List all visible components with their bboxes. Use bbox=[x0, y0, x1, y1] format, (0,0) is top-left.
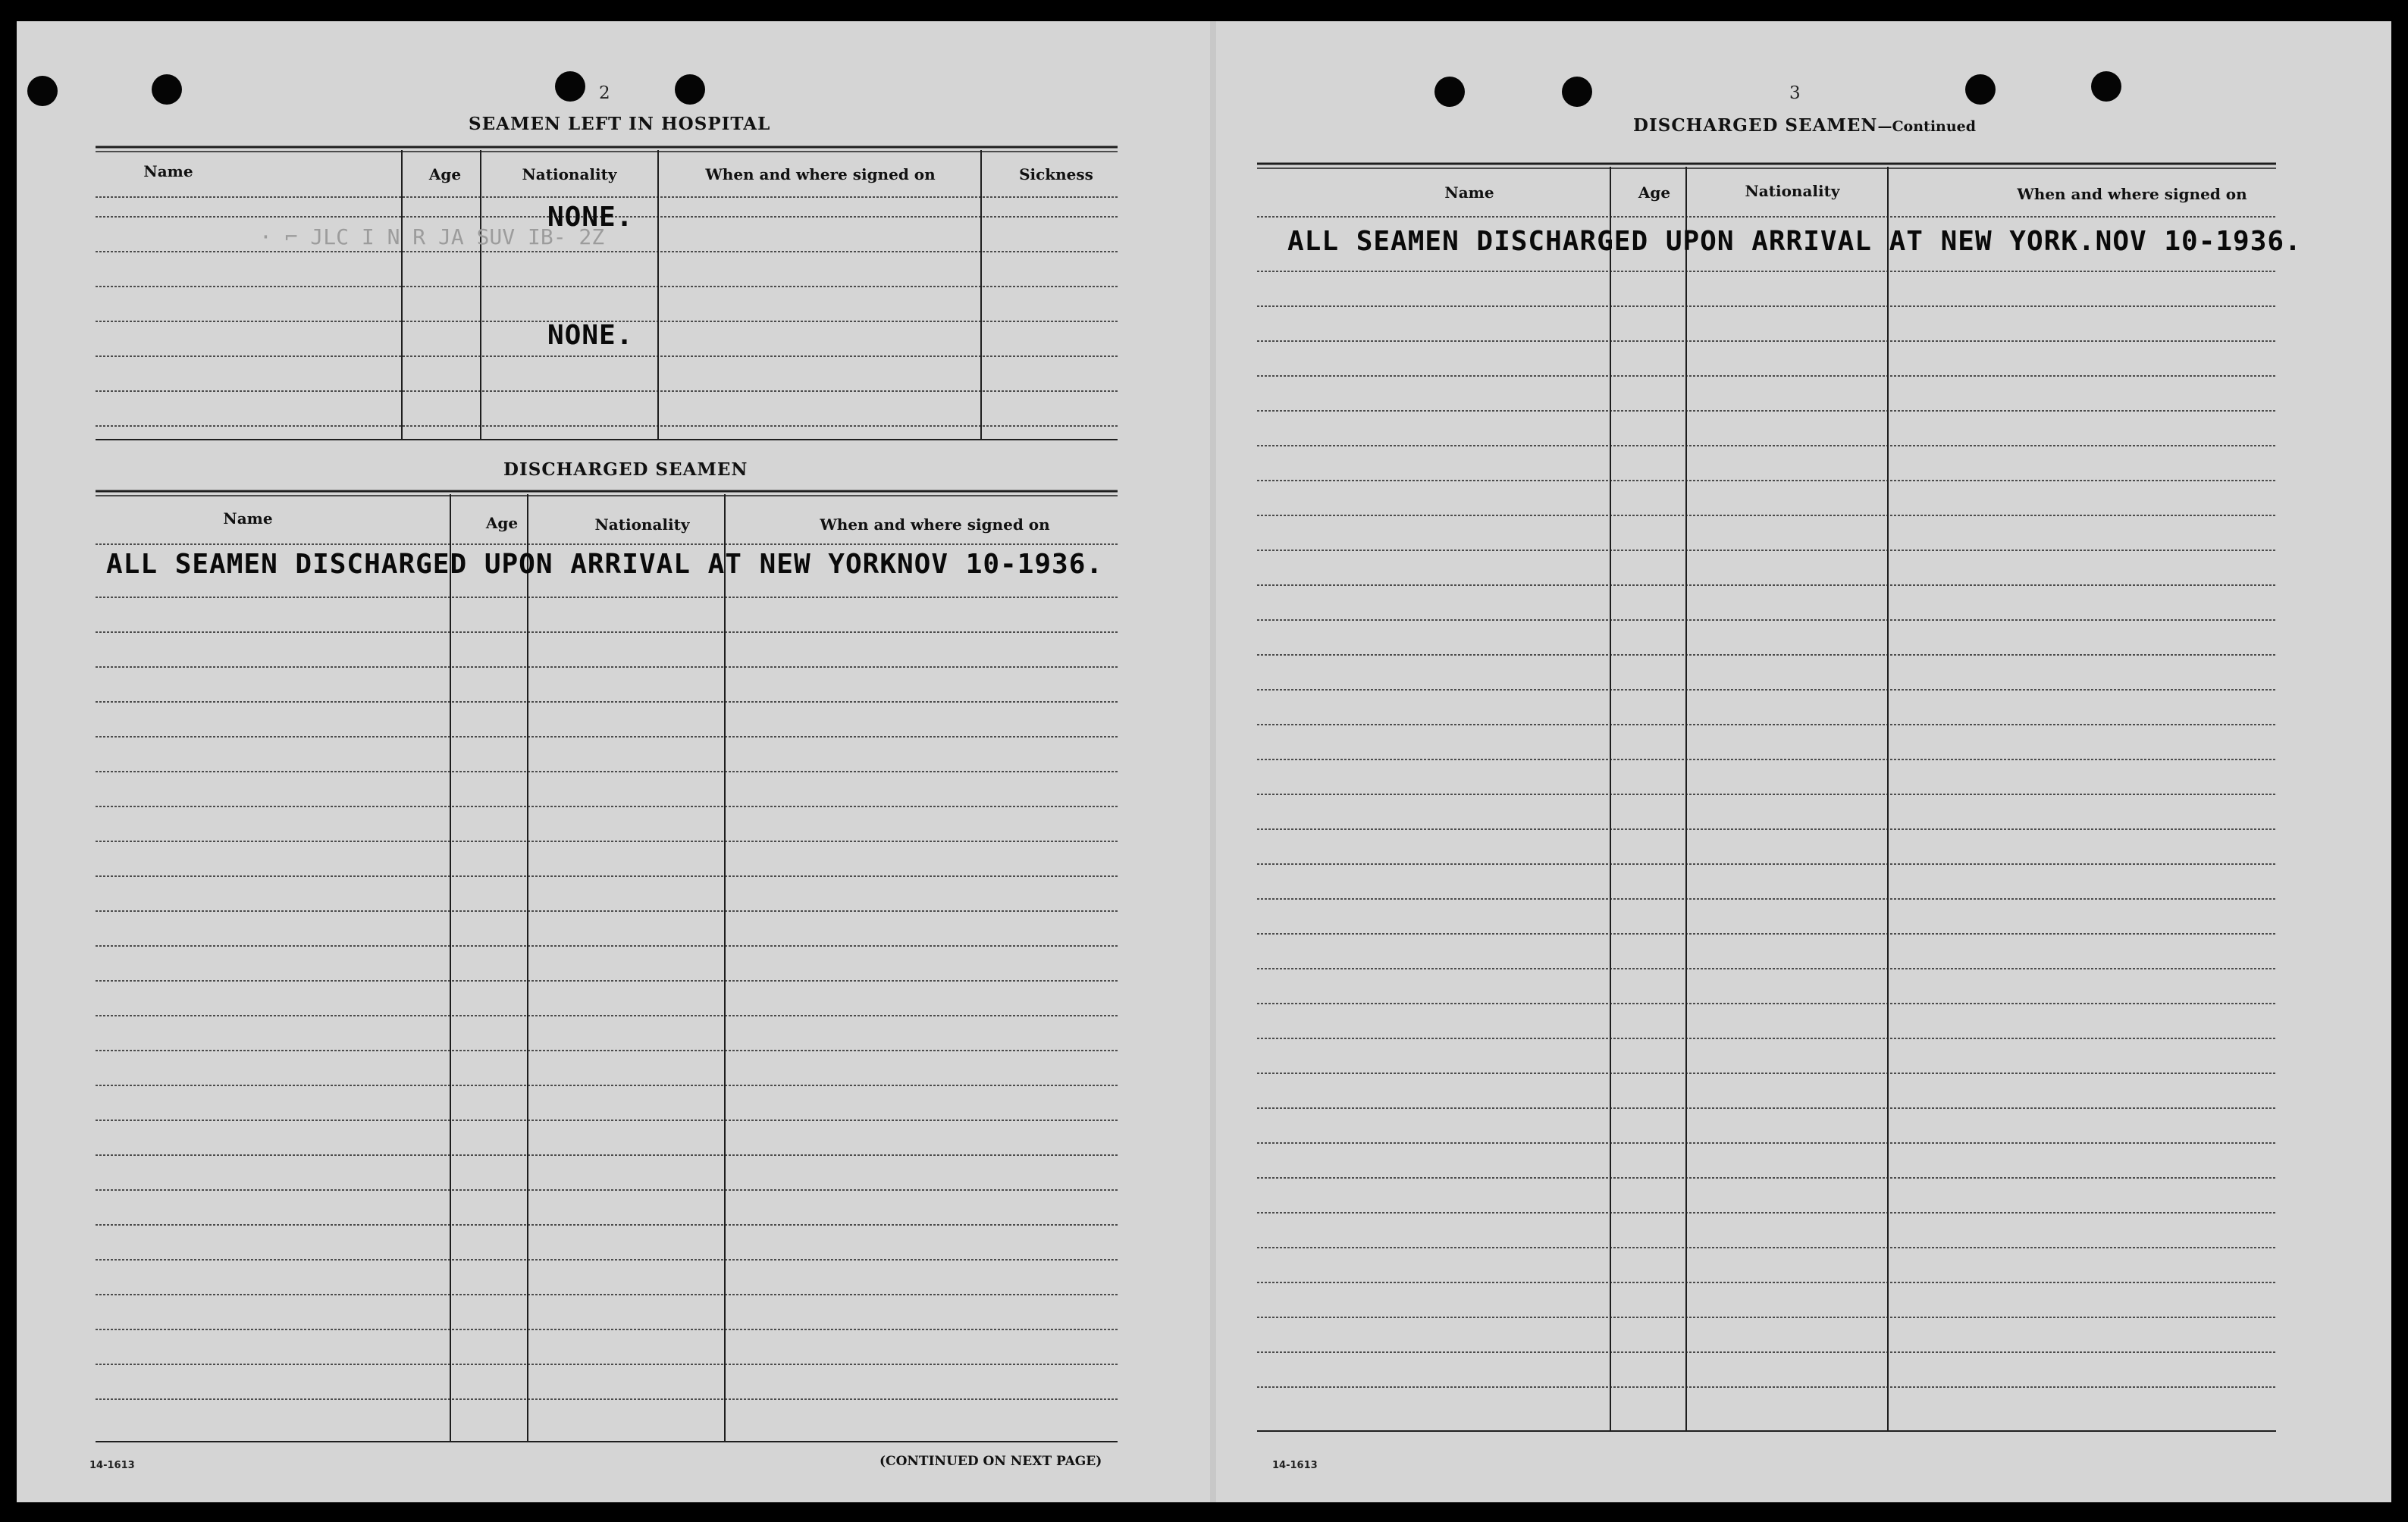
right-col-signed-on: When and where signed on bbox=[2017, 185, 2247, 203]
page-number-right: 3 bbox=[1789, 83, 1801, 103]
form-number-left: 14-1613 bbox=[89, 1460, 135, 1471]
continued-note: (CONTINUED ON NEXT PAGE) bbox=[879, 1454, 1102, 1469]
form-number-right: 14-1613 bbox=[1272, 1460, 1318, 1471]
discharged-col-name: Name bbox=[223, 509, 273, 528]
discharged-typed-entry: ALL SEAMEN DISCHARGED UPON ARRIVAL AT NEW YORKNOV 10-1936. bbox=[106, 549, 1104, 580]
hospital-entry-none: NONE. bbox=[547, 320, 634, 351]
discharged-col-nationality: Nationality bbox=[594, 515, 690, 534]
hospital-entry-none: NONE. bbox=[547, 202, 634, 233]
right-title-text: DISCHARGED SEAMEN bbox=[1633, 115, 1878, 136]
right-typed-entry: ALL SEAMEN DISCHARGED UPON ARRIVAL AT NEW YORK.NOV 10-1936. bbox=[1287, 226, 2302, 257]
hospital-col-sickness: Sickness bbox=[1019, 165, 1093, 183]
hospital-col-name: Name bbox=[143, 162, 193, 180]
discharged-col-age: Age bbox=[485, 514, 519, 532]
right-section-title bbox=[1633, 115, 1976, 136]
discharged-col-signed-on: When and where signed on bbox=[820, 515, 1050, 534]
right-col-age: Age bbox=[1638, 183, 1671, 202]
hospital-col-signed-on: When and where signed on bbox=[705, 165, 936, 183]
document-sheet bbox=[17, 21, 2391, 1502]
page-number-left: 2 bbox=[599, 83, 610, 103]
faint-bleedthrough: · ⌐ JLC I N R JA SUV IB- 2Z bbox=[259, 224, 605, 249]
right-col-nationality: Nationality bbox=[1745, 182, 1840, 200]
hospital-col-nationality: Nationality bbox=[522, 165, 617, 183]
right-col-name: Name bbox=[1444, 183, 1494, 202]
hospital-section-title: SEAMEN LEFT IN HOSPITAL bbox=[469, 114, 771, 134]
right-title-suffix: —Continued bbox=[1877, 118, 1977, 135]
discharged-section-title: DISCHARGED SEAMEN bbox=[503, 459, 748, 480]
hospital-col-age: Age bbox=[428, 165, 462, 183]
